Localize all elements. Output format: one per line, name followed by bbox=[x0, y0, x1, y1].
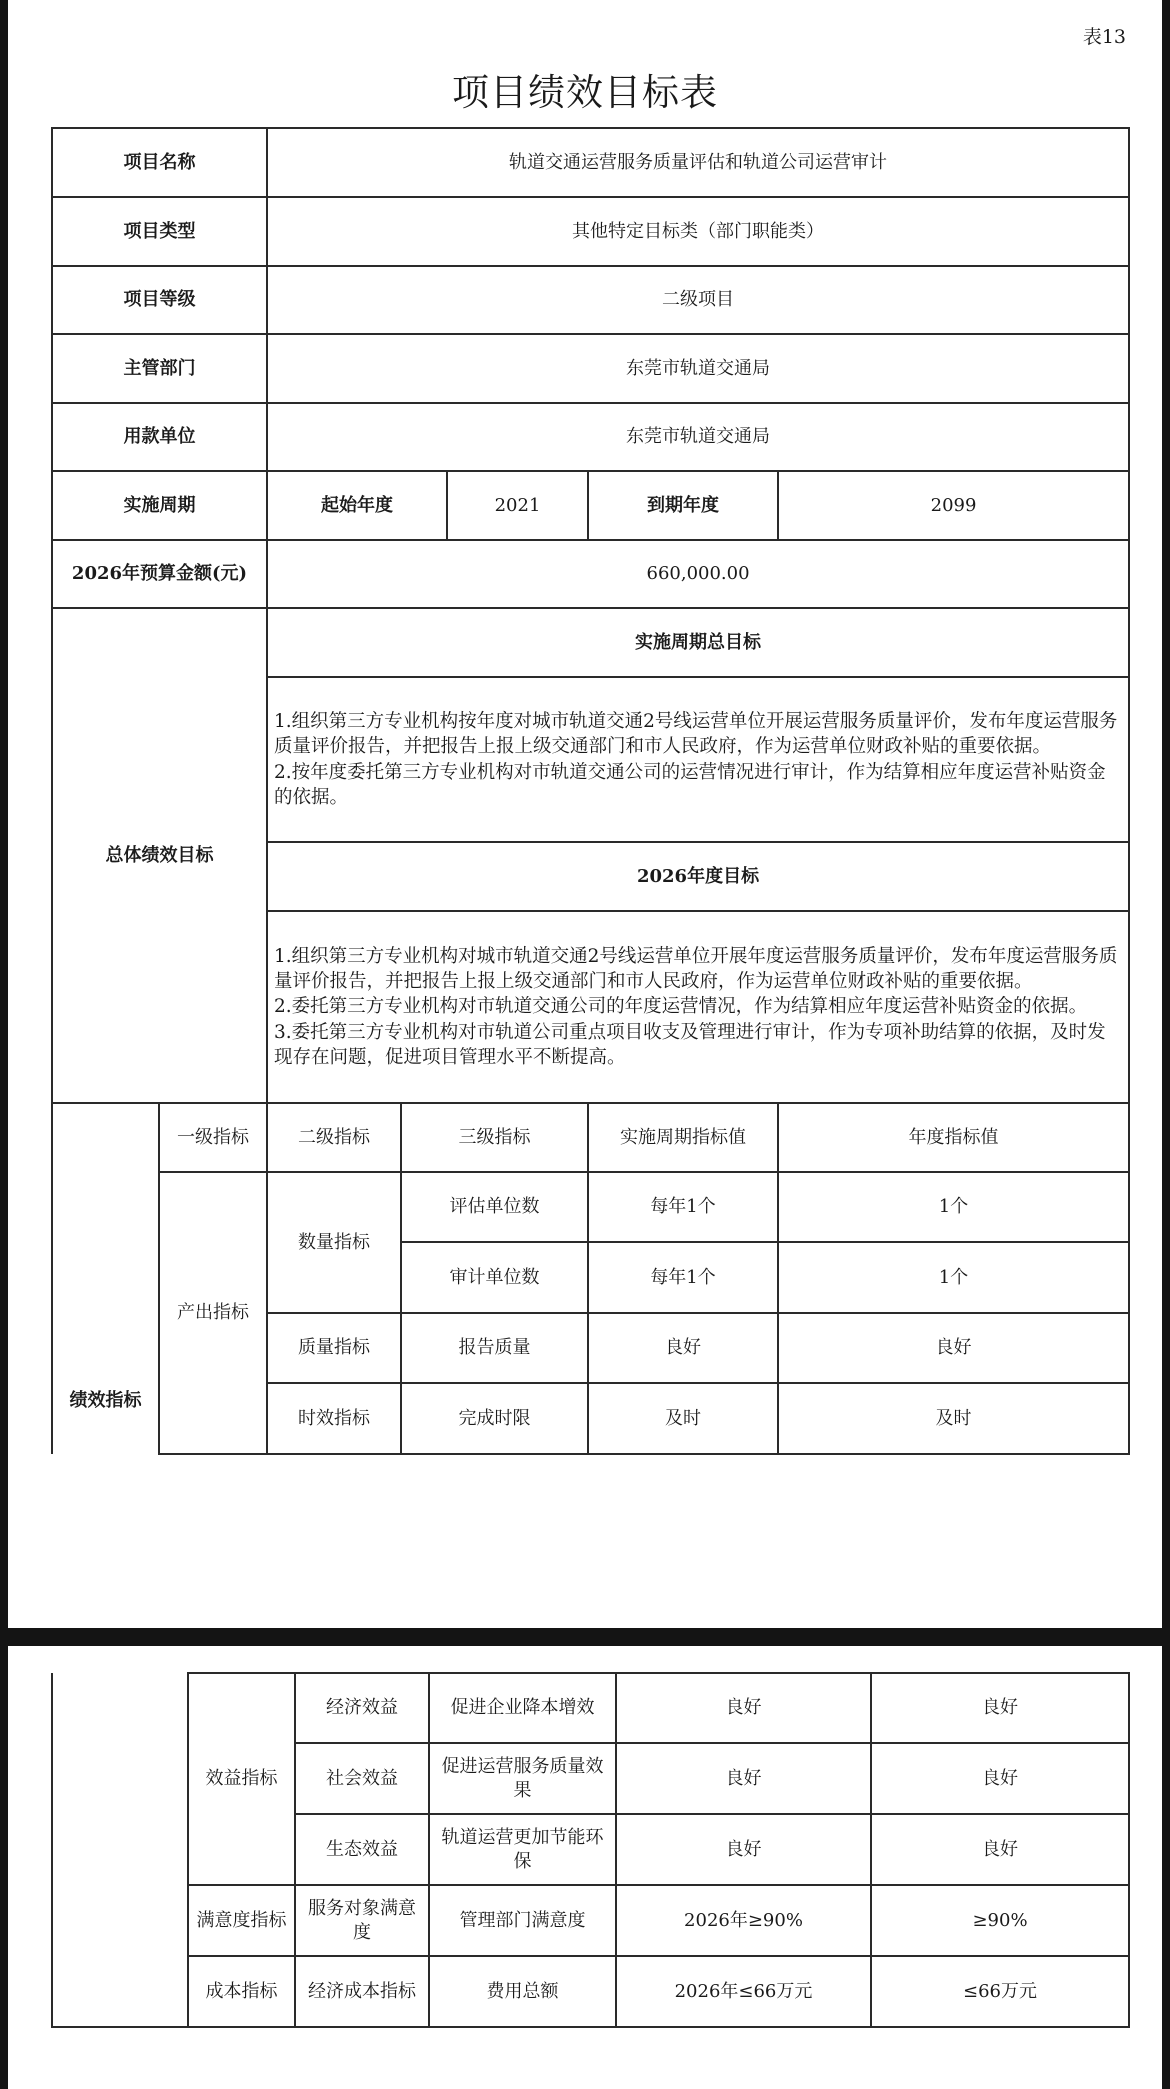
table-row bbox=[52, 1885, 1129, 1956]
annual-goal-line-2: 2.委托第三方专业机构对市轨道交通公司的年度运营情况，作为结算相应年度运营补贴资金的依据。 bbox=[274, 996, 1088, 1018]
value-project-type: 其他特定目标类（部门职能类） bbox=[267, 197, 1129, 266]
row-period-goal-header bbox=[52, 608, 1129, 677]
row-project-name bbox=[52, 128, 1129, 197]
indicators-continuation bbox=[52, 1673, 188, 2027]
cost-l3: 费用总额 bbox=[429, 1956, 616, 2027]
annual-goal-line-1: 1.组织第三方专业机构对城市轨道交通2号线运营单位开展年度运营服务质量评价，发布年度运营服务质量评价报告，并把报告上报上级交通部门和市人民政府，作为运营单位财政补贴的重要依据。 bbox=[274, 946, 1118, 993]
page-break bbox=[0, 1628, 1170, 1646]
benefit-l2: 社会效益 bbox=[295, 1743, 429, 1814]
output-l3: 审计单位数 bbox=[401, 1242, 588, 1313]
table-label: 表13 bbox=[1082, 26, 1126, 48]
period-goal-line-1: 1.组织第三方专业机构按年度对城市轨道交通2号线运营单位开展运营服务质量评价，发布年度运营服务质量评价报告，并把报告上报上级交通部门和市人民政府，作为运营单位财政补贴的重要依据。 bbox=[274, 711, 1118, 758]
row-budget bbox=[52, 540, 1129, 608]
annual-goal-text bbox=[267, 911, 1129, 1103]
output-quantity: 数量指标 bbox=[267, 1172, 401, 1313]
row-payer bbox=[52, 403, 1129, 471]
output-period: 及时 bbox=[588, 1383, 778, 1454]
row-project-type bbox=[52, 197, 1129, 266]
benefit-level1: 效益指标 bbox=[188, 1673, 295, 1885]
satisfaction-annual: ≥90% bbox=[871, 1885, 1129, 1956]
label-project-type: 项目类型 bbox=[52, 197, 267, 266]
benefit-period: 良好 bbox=[616, 1743, 871, 1814]
header-level2: 二级指标 bbox=[267, 1103, 401, 1172]
output-l3: 评估单位数 bbox=[401, 1172, 588, 1242]
output-l3: 完成时限 bbox=[401, 1383, 588, 1454]
satisfaction-l3: 管理部门满意度 bbox=[429, 1885, 616, 1956]
benefit-l3: 促进企业降本增效 bbox=[429, 1673, 616, 1743]
benefit-annual: 良好 bbox=[871, 1743, 1129, 1814]
value-payer: 东莞市轨道交通局 bbox=[267, 403, 1129, 471]
output-timeliness: 时效指标 bbox=[267, 1383, 401, 1454]
benefit-annual: 良好 bbox=[871, 1814, 1129, 1885]
value-dept: 东莞市轨道交通局 bbox=[267, 334, 1129, 403]
page-title: 项目绩效目标表 bbox=[452, 71, 718, 114]
table-row bbox=[52, 1956, 1129, 2027]
output-annual: 1个 bbox=[778, 1242, 1129, 1313]
output-quality: 质量指标 bbox=[267, 1313, 401, 1383]
row-project-level bbox=[52, 266, 1129, 334]
value-start-year: 2021 bbox=[447, 471, 588, 540]
label-budget: 2026年预算金额(元) bbox=[52, 540, 267, 608]
satisfaction-l2: 服务对象满意度 bbox=[295, 1885, 429, 1956]
benefit-annual: 良好 bbox=[871, 1673, 1129, 1743]
benefit-l3: 促进运营服务质量效果 bbox=[429, 1743, 616, 1814]
output-annual: 1个 bbox=[778, 1172, 1129, 1242]
label-project-level: 项目等级 bbox=[52, 266, 267, 334]
header-level1: 一级指标 bbox=[159, 1103, 267, 1172]
label-period: 实施周期 bbox=[52, 471, 267, 540]
performance-table-part1 bbox=[51, 127, 1130, 1455]
label-overall-goal: 总体绩效目标 bbox=[52, 608, 267, 1103]
annual-goal-header: 2026年度目标 bbox=[267, 842, 1129, 911]
label-start-year: 起始年度 bbox=[267, 471, 447, 540]
label-project-name: 项目名称 bbox=[52, 128, 267, 197]
benefit-period: 良好 bbox=[616, 1814, 871, 1885]
table-row bbox=[52, 1673, 1129, 1743]
cost-level1: 成本指标 bbox=[188, 1956, 295, 2027]
cost-period: 2026年≤66万元 bbox=[616, 1956, 871, 2027]
row-period bbox=[52, 471, 1129, 540]
benefit-period: 良好 bbox=[616, 1673, 871, 1743]
output-l3: 报告质量 bbox=[401, 1313, 588, 1383]
benefit-l2: 生态效益 bbox=[295, 1814, 429, 1885]
page-edge-left bbox=[0, 0, 8, 2089]
label-end-year: 到期年度 bbox=[588, 471, 778, 540]
period-goal-header: 实施周期总目标 bbox=[267, 608, 1129, 677]
label-dept: 主管部门 bbox=[52, 334, 267, 403]
row-indicator-headers bbox=[52, 1103, 1129, 1172]
label-payer: 用款单位 bbox=[52, 403, 267, 471]
performance-table-part2 bbox=[51, 1672, 1130, 2028]
cost-l2: 经济成本指标 bbox=[295, 1956, 429, 2027]
output-annual: 良好 bbox=[778, 1313, 1129, 1383]
header-period-value: 实施周期指标值 bbox=[588, 1103, 778, 1172]
output-period: 每年1个 bbox=[588, 1172, 778, 1242]
annual-goal-line-3: 3.委托第三方专业机构对市轨道公司重点项目收支及管理进行审计，作为专项补助结算的依据，及时发现存在问题，促进项目管理水平不断提高。 bbox=[274, 1021, 1106, 1068]
header-level3: 三级指标 bbox=[401, 1103, 588, 1172]
cost-annual: ≤66万元 bbox=[871, 1956, 1129, 2027]
benefit-l2: 经济效益 bbox=[295, 1673, 429, 1743]
value-end-year: 2099 bbox=[778, 471, 1129, 540]
period-goal-line-2: 2.按年度委托第三方专业机构对市轨道交通公司的运营情况进行审计，作为结算相应年度运营补贴资金的依据。 bbox=[274, 761, 1106, 808]
label-indicators: 绩效指标 bbox=[52, 1103, 159, 1454]
output-period: 良好 bbox=[588, 1313, 778, 1383]
row-dept bbox=[52, 334, 1129, 403]
value-project-level: 二级项目 bbox=[267, 266, 1129, 334]
table-row bbox=[52, 1172, 1129, 1242]
satisfaction-level1: 满意度指标 bbox=[188, 1885, 295, 1956]
page-edge-right bbox=[1162, 0, 1170, 2089]
header-annual-value: 年度指标值 bbox=[778, 1103, 1129, 1172]
satisfaction-period: 2026年≥90% bbox=[616, 1885, 871, 1956]
value-project-name: 轨道交通运营服务质量评估和轨道公司运营审计 bbox=[267, 128, 1129, 197]
value-budget: 660,000.00 bbox=[267, 540, 1129, 608]
output-level1: 产出指标 bbox=[159, 1172, 267, 1454]
output-period: 每年1个 bbox=[588, 1242, 778, 1313]
period-goal-text bbox=[267, 677, 1129, 842]
output-annual: 及时 bbox=[778, 1383, 1129, 1454]
benefit-l3: 轨道运营更加节能环保 bbox=[429, 1814, 616, 1885]
